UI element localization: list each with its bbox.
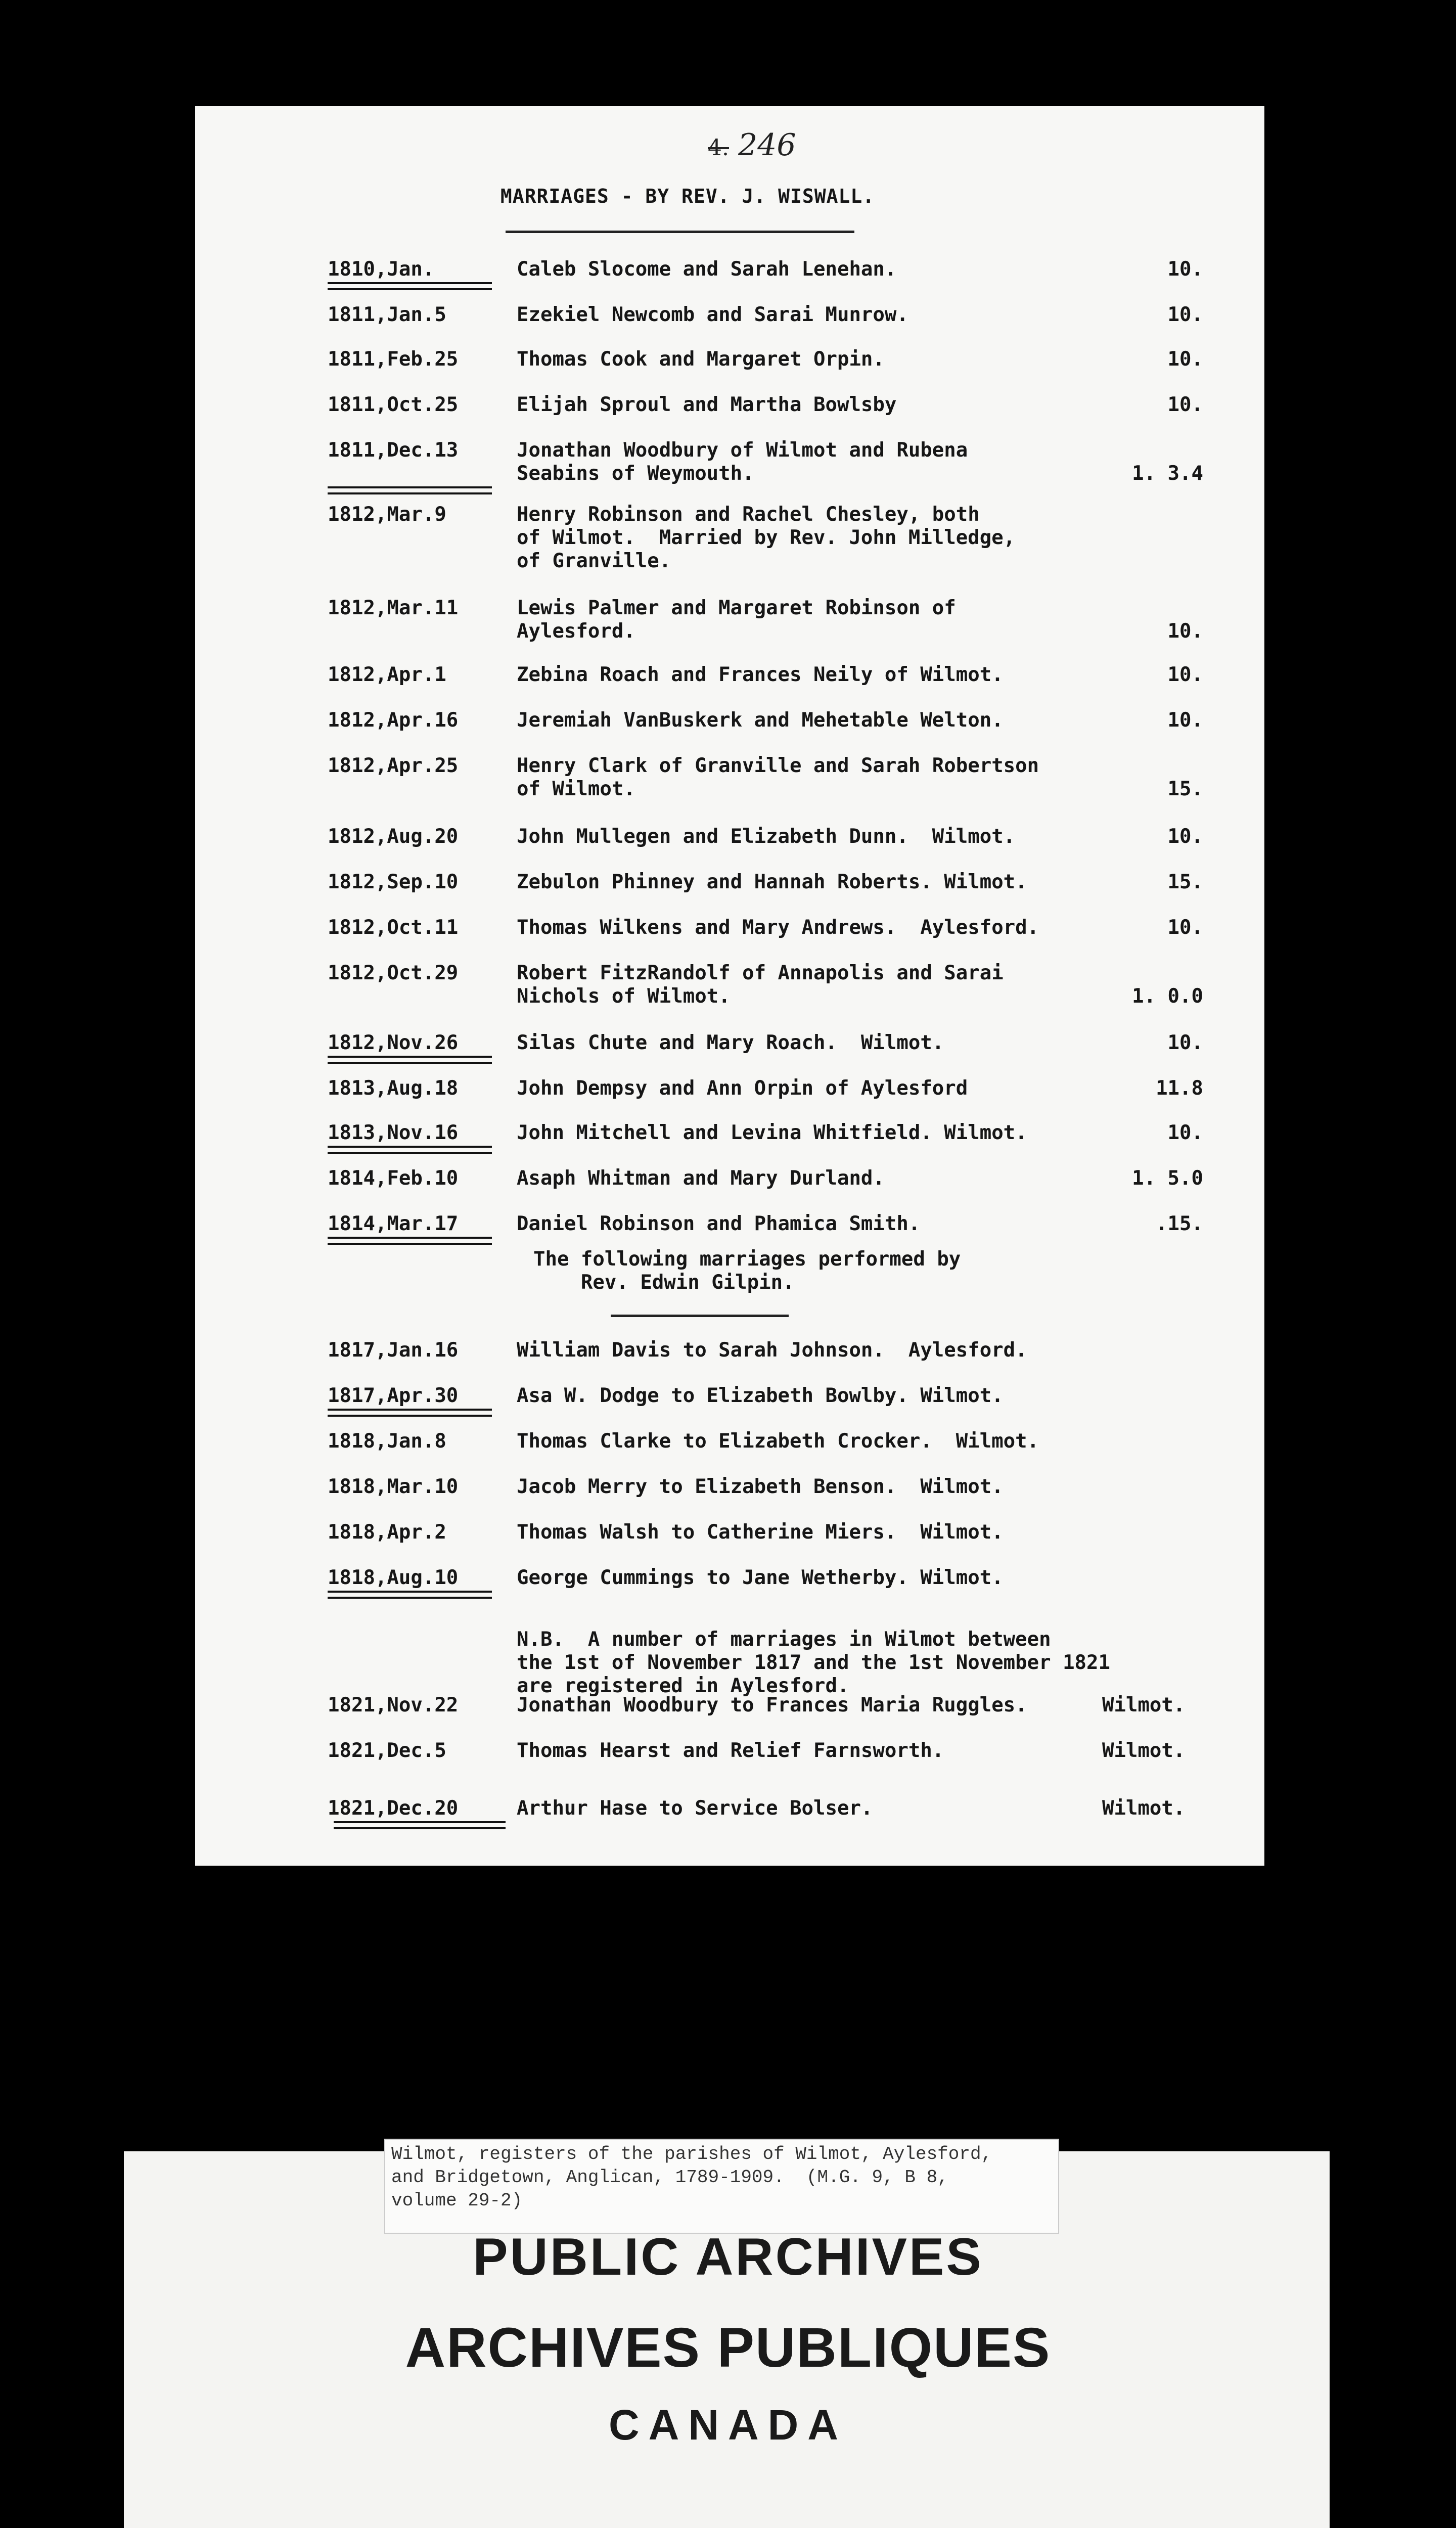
date-double-underline (328, 1237, 492, 1245)
entry-description: Caleb Slocome and Sarah Lenehan. (517, 258, 897, 281)
reference-label (384, 2139, 1059, 2234)
entry-description: Arthur Hase to Service Bolser. (517, 1797, 873, 1820)
entry-description: Asaph Whitman and Mary Durland. (517, 1167, 885, 1190)
entry-date: 1812,Sep.10 (328, 871, 459, 893)
date-double-underline (328, 1591, 492, 1599)
entry-date: 1813,Aug.18 (328, 1077, 459, 1100)
entry-fee: 10. (1167, 709, 1203, 732)
entry-description: John Mullegen and Elizabeth Dunn. Wilmot. (517, 825, 1016, 848)
date-double-underline (328, 282, 492, 290)
entry-fee: 10. (1167, 663, 1203, 686)
entry-date: 1821,Dec.20 (328, 1797, 459, 1820)
entry-fee: 1. 0.0 (1132, 985, 1203, 1008)
old-page-number: 4. (708, 135, 729, 161)
section-note: The following marriages performed by Rev. Edwin Gilpin. (533, 1248, 961, 1294)
entry-description: Thomas Wilkens and Mary Andrews. Aylesford. (517, 916, 1039, 939)
entry-date: 1818,Aug.10 (328, 1566, 459, 1589)
section-divider (611, 1315, 789, 1317)
entry-description: Henry Robinson and Rachel Chesley, both of Wilmot. Married by Rev. John Milledge, of Granville. (517, 503, 1016, 572)
entry-description: John Mitchell and Levina Whitfield. Wilmot. (517, 1121, 1027, 1144)
archives-line-french: ARCHIVES PUBLIQUES (405, 2317, 1051, 2379)
entry-date: 1812,Mar.9 (328, 503, 446, 526)
entry-date: 1812,Apr.16 (328, 709, 459, 732)
page-title: MARRIAGES - BY REV. J. WISWALL. (500, 185, 875, 207)
entry-fee: 10. (1167, 916, 1203, 939)
entry-fee: Wilmot. (1102, 1694, 1186, 1717)
entry-description: Jonathan Woodbury of Wilmot and Rubena Seabins of Weymouth. (517, 439, 968, 485)
entry-date: 1811,Jan.5 (328, 303, 446, 326)
entry-fee: 10. (1167, 825, 1203, 848)
archives-line-english: PUBLIC ARCHIVES (473, 2228, 983, 2286)
entry-date: 1811,Dec.13 (328, 439, 459, 462)
entry-description: Silas Chute and Mary Roach. Wilmot. (517, 1031, 944, 1054)
entry-date: 1812,Apr.25 (328, 754, 459, 777)
entry-fee: 15. (1167, 871, 1203, 893)
entry-date: 1818,Mar.10 (328, 1475, 459, 1498)
title-underline (506, 231, 854, 233)
entry-date: 1818,Apr.2 (328, 1521, 446, 1544)
new-page-number: 246 (738, 127, 796, 163)
entry-fee: 15. (1167, 778, 1203, 800)
entry-description: Henry Clark of Granville and Sarah Robertson of Wilmot. (517, 754, 1039, 800)
entry-date: 1812,Oct.11 (328, 916, 459, 939)
entry-fee: 10. (1167, 1031, 1203, 1054)
entry-description: Jonathan Woodbury to Frances Maria Ruggles. (517, 1694, 1027, 1717)
page-number (708, 127, 796, 163)
entry-fee: 10. (1167, 258, 1203, 281)
entry-description: Thomas Cook and Margaret Orpin. (517, 348, 885, 371)
entry-fee: 1. 5.0 (1132, 1167, 1203, 1190)
entry-description: Zebina Roach and Frances Neily of Wilmot. (517, 663, 1004, 686)
entry-description: Jacob Merry to Elizabeth Benson. Wilmot. (517, 1475, 1004, 1498)
entry-fee: 11.8 (1156, 1077, 1203, 1100)
entry-description: Thomas Clarke to Elizabeth Crocker. Wilmot. (517, 1430, 1039, 1453)
entry-fee: 10. (1167, 303, 1203, 326)
entry-fee: 10. (1167, 620, 1203, 643)
entry-date: 1821,Nov.22 (328, 1694, 459, 1717)
entry-date: 1812,Nov.26 (328, 1031, 459, 1054)
date-double-underline (328, 1146, 492, 1154)
entry-description: John Dempsy and Ann Orpin of Aylesford (517, 1077, 968, 1100)
entry-date: 1814,Feb.10 (328, 1167, 459, 1190)
entry-fee: 1. 3.4 (1132, 462, 1203, 485)
reference-label-text: Wilmot, registers of the parishes of Wilmot, Aylesford, and Bridgetown, Anglican, 1789-1909. (M.G. 9, B 8, volume 29-2) (391, 2144, 992, 2211)
date-double-underline (328, 1056, 492, 1064)
entry-date: 1817,Apr.30 (328, 1384, 459, 1407)
entry-fee: 10. (1167, 393, 1203, 416)
entry-description: William Davis to Sarah Johnson. Aylesford. (517, 1339, 1027, 1362)
entry-date: 1812,Aug.20 (328, 825, 459, 848)
entry-date: 1821,Dec.5 (328, 1739, 446, 1762)
date-double-underline (328, 486, 492, 494)
entry-fee: 10. (1167, 348, 1203, 371)
entry-date: 1813,Nov.16 (328, 1121, 459, 1144)
date-double-underline (328, 1409, 492, 1417)
entry-date: 1811,Feb.25 (328, 348, 459, 371)
entry-description: Daniel Robinson and Phamica Smith. (517, 1212, 921, 1235)
entry-date: 1812,Apr.1 (328, 663, 446, 686)
entry-description: Lewis Palmer and Margaret Robinson of Aylesford. (517, 597, 956, 643)
entry-description: Asa W. Dodge to Elizabeth Bowlby. Wilmot. (517, 1384, 1004, 1407)
entry-description: Robert FitzRandolf of Annapolis and Sarai Nichols of Wilmot. (517, 962, 1004, 1008)
entry-date: 1812,Mar.11 (328, 597, 459, 619)
entry-fee: Wilmot. (1102, 1797, 1186, 1820)
entry-description: Thomas Hearst and Relief Farnsworth. (517, 1739, 944, 1762)
entry-description: Ezekiel Newcomb and Sarai Munrow. (517, 303, 908, 326)
entry-description: Zebulon Phinney and Hannah Roberts. Wilmot. (517, 871, 1027, 893)
entry-date: 1814,Mar.17 (328, 1212, 459, 1235)
nb-note: N.B. A number of marriages in Wilmot between the 1st of November 1817 and the 1st November 1821 are registered in Aylesford. (517, 1628, 1110, 1697)
entry-fee: .15. (1156, 1212, 1203, 1235)
entry-date: 1817,Jan.16 (328, 1339, 459, 1362)
archives-line-country: CANADA (609, 2401, 847, 2449)
entry-description: Jeremiah VanBuskerk and Mehetable Welton. (517, 709, 1004, 732)
entry-fee: 10. (1167, 1121, 1203, 1144)
entry-date: 1818,Jan.8 (328, 1430, 446, 1453)
entry-date: 1812,Oct.29 (328, 962, 459, 984)
entry-date: 1811,Oct.25 (328, 393, 459, 416)
entry-fee: Wilmot. (1102, 1739, 1186, 1762)
entry-date: 1810,Jan. (328, 258, 435, 281)
date-double-underline (334, 1821, 506, 1829)
entry-description: Elijah Sproul and Martha Bowlsby (517, 393, 897, 416)
entry-description: Thomas Walsh to Catherine Miers. Wilmot. (517, 1521, 1004, 1544)
entry-description: George Cummings to Jane Wetherby. Wilmot. (517, 1566, 1004, 1589)
